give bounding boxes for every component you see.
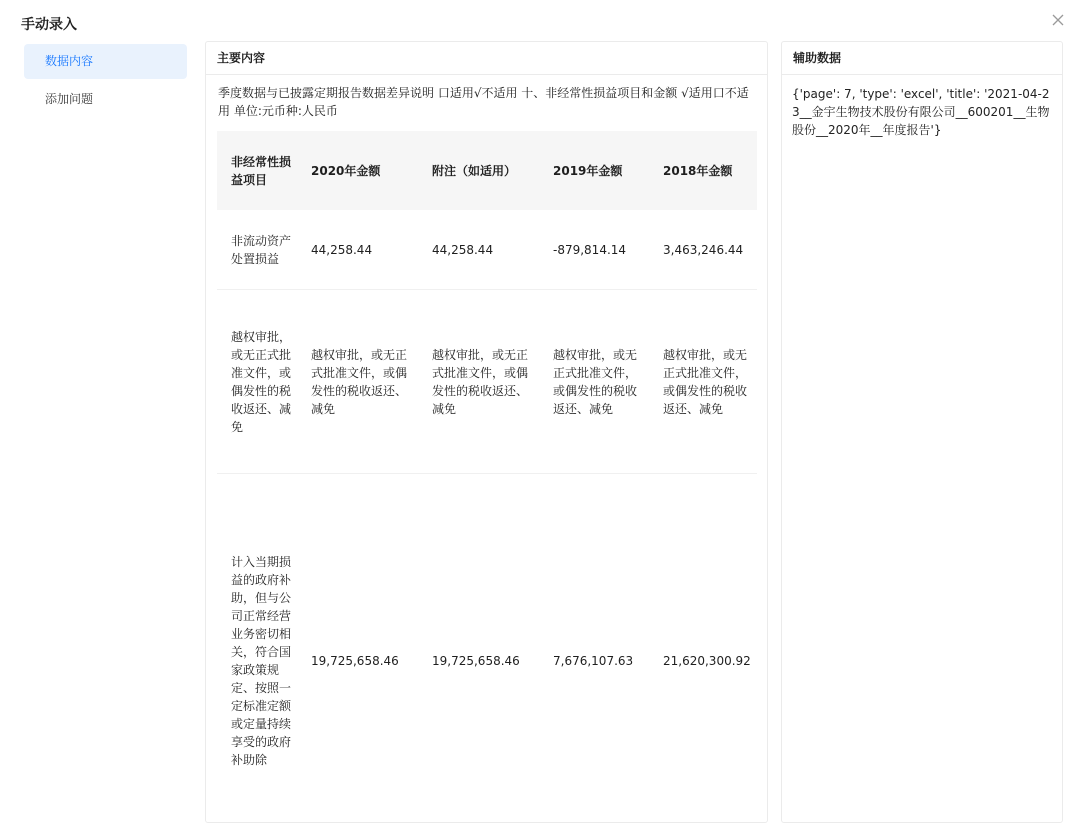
close-icon[interactable] (1050, 12, 1066, 28)
table-cell: 3,463,246.44 (649, 210, 757, 290)
dialog-title: 手动录入 (21, 14, 77, 34)
table-cell: 19,725,658.46 (418, 474, 539, 823)
table-cell: 越权审批，或无正式批准文件，或偶发性的税收返还、减免 (217, 290, 297, 474)
aux-panel-header: 辅助数据 (782, 42, 1062, 75)
main-description: 季度数据与已披露定期报告数据差异说明 口适用√不适用 十、非经常性损益项目和金额 √适用口不适用 单位:元币种:人民币 (206, 75, 767, 120)
table-cell: 44,258.44 (297, 210, 418, 290)
aux-content: {'page': 7, 'type': 'excel', 'title': '2021-04-23__金宇生物技术股份有限公司__600201__生物股份__2020年__年度报告'} (782, 75, 1062, 139)
main-panel-header: 主要内容 (206, 42, 767, 75)
table-row (217, 210, 757, 290)
main-content-panel (205, 41, 768, 823)
table-cell: -879,814.14 (539, 210, 649, 290)
table-cell: 计入当期损益的政府补助，但与公司正常经营业务密切相关，符合国家政策规定、按照一定标准定额或定量持续享受的政府补助除 (217, 474, 297, 823)
nav-item-data-content[interactable]: 数据内容 (24, 44, 187, 79)
table-cell: 非流动资产处置损益 (217, 210, 297, 290)
table-cell: 越权审批，或无正式批准文件，或偶发性的税收返还、减免 (297, 290, 418, 474)
column-header: 2019年金额 (539, 131, 649, 210)
table-cell: 越权审批，或无正式批准文件，或偶发性的税收返还、减免 (418, 290, 539, 474)
column-header: 2020年金额 (297, 131, 418, 210)
column-header: 2018年金额 (649, 131, 757, 210)
table-cell: 越权审批，或无正式批准文件，或偶发性的税收返还、减免 (539, 290, 649, 474)
table-cell: 44,258.44 (418, 210, 539, 290)
table-row (217, 474, 757, 823)
aux-data-panel (781, 41, 1063, 823)
table-header-row (217, 131, 757, 210)
table-cell: 21,620,300.92 (649, 474, 757, 823)
table-row (217, 290, 757, 474)
table-cell: 19,725,658.46 (297, 474, 418, 823)
table-cell: 越权审批，或无正式批准文件，或偶发性的税收返还、减免 (649, 290, 757, 474)
table-cell: 7,676,107.63 (539, 474, 649, 823)
column-header: 非经常性损益项目 (217, 131, 297, 210)
data-table (217, 131, 757, 823)
column-header: 附注（如适用） (418, 131, 539, 210)
nav-item-add-question[interactable]: 添加问题 (24, 82, 187, 117)
side-nav (24, 44, 187, 120)
